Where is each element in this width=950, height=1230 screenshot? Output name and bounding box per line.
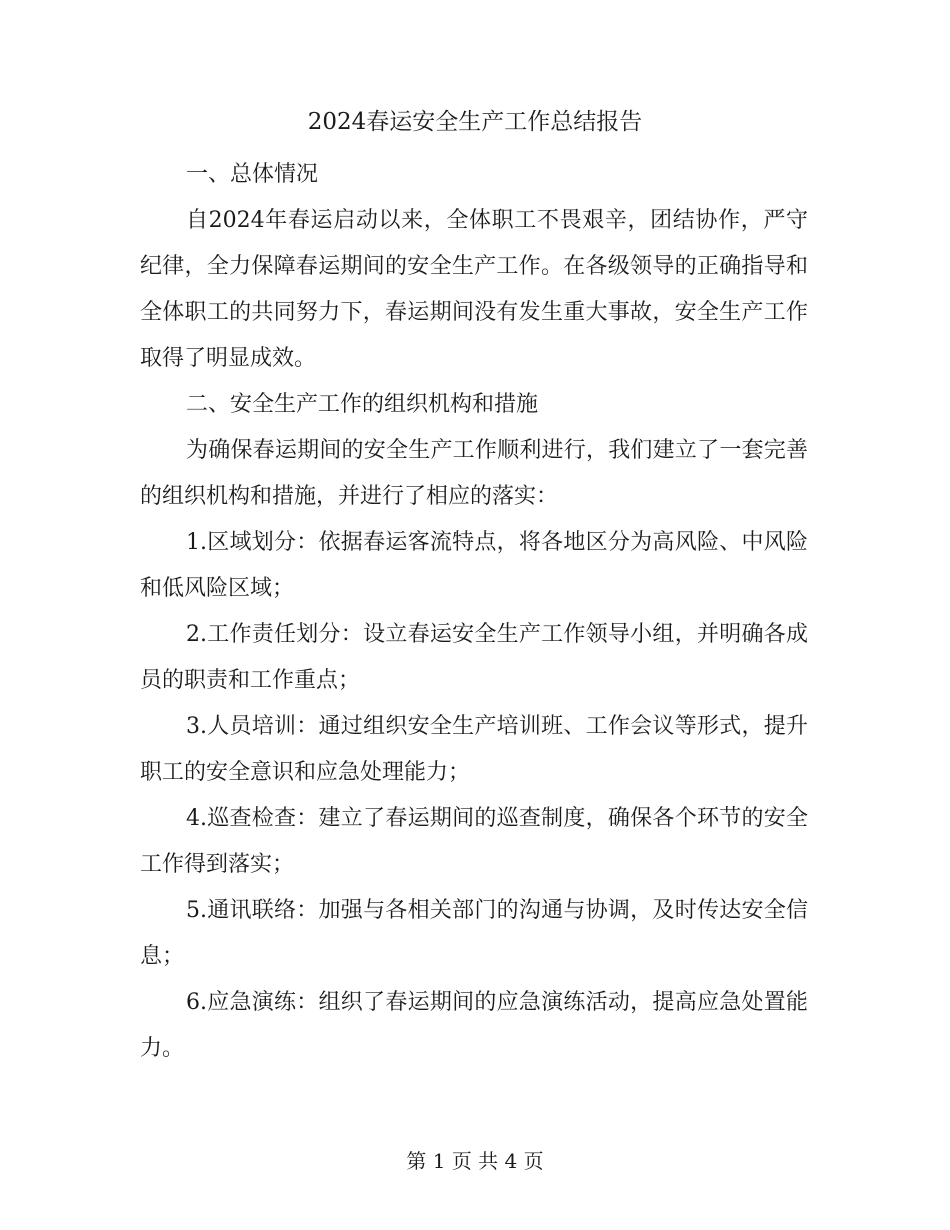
page-footer: 第 1 页 共 4 页 xyxy=(406,1149,544,1173)
document-title: 2024春运安全生产工作总结报告 xyxy=(307,109,643,135)
paragraph: 为确保春运期间的安全生产工作顺利进行，我们建立了一套完善的组织机构和措施，并进行了相应的落实： xyxy=(140,438,808,509)
list-item: 4.巡查检查：建立了春运期间的巡查制度，确保各个环节的安全工作得到落实； xyxy=(140,806,808,877)
section-heading: 二、安全生产工作的组织机构和措施 xyxy=(186,392,539,417)
list-item: 5.通讯联络：加强与各相关部门的沟通与协调，及时传达安全信息； xyxy=(140,898,808,969)
document-body xyxy=(140,152,808,1072)
list-item: 2.工作责任划分：设立春运安全生产工作领导小组，并明确各成员的职责和工作重点； xyxy=(140,622,808,693)
list-item: 3.人员培训：通过组织安全生产培训班、工作会议等形式，提升职工的安全意识和应急处理能力； xyxy=(140,714,808,785)
list-item: 6.应急演练：组织了春运期间的应急演练活动，提高应急处置能力。 xyxy=(140,990,808,1061)
paragraph: 自2024年春运启动以来，全体职工不畏艰辛，团结协作，严守纪律，全力保障春运期间的安全生产工作。在各级领导的正确指导和全体职工的共同努力下，春运期间没有发生重大事故，安全生产工作取得了明显成效。 xyxy=(140,208,808,371)
list-item: 1.区域划分：依据春运客流特点，将各地区分为高风险、中风险和低风险区域； xyxy=(140,530,808,601)
section-heading: 一、总体情况 xyxy=(186,162,319,187)
